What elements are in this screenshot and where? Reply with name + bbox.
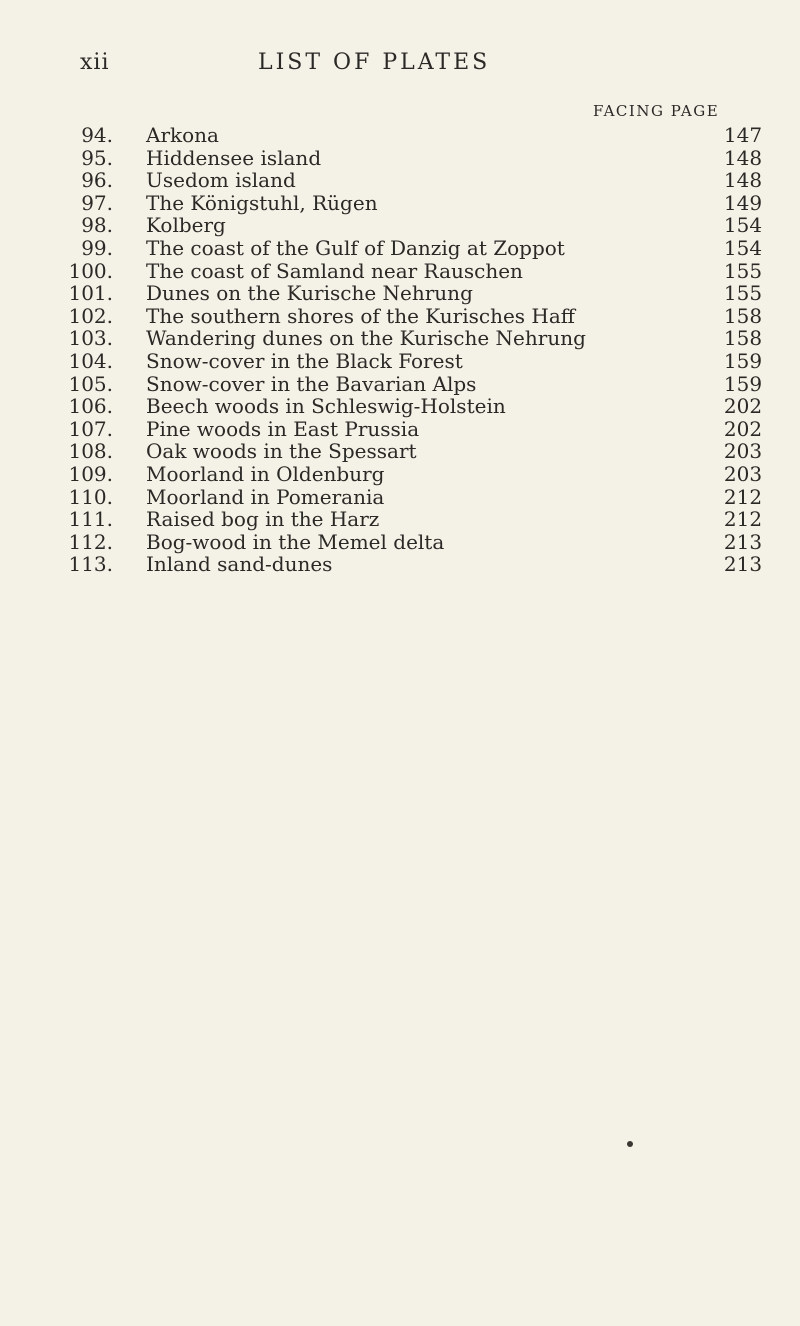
plate-title: Inland sand-dunes (146, 552, 333, 577)
plate-entry (0, 327, 800, 350)
facing-page-number: 148 (723, 145, 763, 170)
plate-entry (0, 305, 800, 328)
facing-page-number: 159 (723, 371, 763, 396)
plate-entry (0, 147, 800, 170)
facing-page-number: 212 (723, 507, 763, 532)
plate-number: 109. (68, 461, 113, 486)
plate-number: 94. (81, 123, 113, 147)
plate-entry (0, 282, 800, 305)
facing-page-number: 202 (723, 394, 763, 419)
facing-page-number: 155 (723, 281, 763, 306)
plate-number: 99. (81, 235, 113, 260)
print-speck (627, 1141, 633, 1147)
plate-number: 101. (68, 281, 113, 306)
plate-entry (0, 486, 800, 509)
plate-title: Moorland in Pomerania (146, 484, 385, 509)
facing-page-number: 148 (723, 168, 763, 193)
plate-number: 100. (68, 258, 113, 283)
plate-number: 97. (81, 190, 113, 215)
plate-entry (0, 553, 800, 576)
plate-title: The southern shores of the Kurisches Haff (146, 303, 575, 328)
roman-page-number: xii (80, 50, 110, 75)
plate-number: 104. (68, 348, 113, 373)
plate-entry (0, 531, 800, 554)
facing-page-number: 213 (723, 529, 763, 554)
plate-title: Snow-cover in the Black Forest (146, 348, 463, 373)
plate-title: Dunes on the Kurische Nehrung (146, 281, 473, 306)
facing-page-number: 202 (723, 416, 763, 441)
plate-number: 103. (68, 326, 113, 351)
plate-list (0, 124, 800, 576)
plate-entry (0, 373, 800, 396)
plate-title: Usedom island (146, 168, 296, 193)
plate-title: Bog-wood in the Memel delta (146, 529, 445, 554)
facing-page-number: 203 (723, 461, 763, 486)
facing-page-number: 147 (723, 123, 763, 147)
plate-number: 98. (81, 213, 113, 238)
facing-page-number: 158 (723, 303, 763, 328)
plate-number: 95. (81, 145, 113, 170)
plate-entry (0, 463, 800, 486)
running-header: LIST OF PLATES (258, 50, 491, 75)
plate-entry (0, 418, 800, 441)
facing-page-number: 212 (723, 484, 763, 509)
facing-page-number: 154 (723, 213, 763, 238)
plate-title: Wandering dunes on the Kurische Nehrung (146, 326, 586, 351)
plate-title: Snow-cover in the Bavarian Alps (146, 371, 477, 396)
facing-page-number: 213 (723, 552, 763, 577)
plate-entry (0, 124, 800, 147)
plate-title: Beech woods in Schleswig-Holstein (146, 394, 506, 419)
plate-entry (0, 192, 800, 215)
facing-page-number: 155 (723, 258, 763, 283)
plate-entry (0, 508, 800, 531)
plate-number: 111. (68, 507, 113, 532)
plate-title: Kolberg (146, 213, 226, 238)
plate-number: 96. (81, 168, 113, 193)
plate-title: Hiddensee island (146, 145, 322, 170)
facing-page-number: 159 (723, 348, 763, 373)
plate-entry (0, 169, 800, 192)
plate-entry (0, 260, 800, 283)
plate-title: The coast of Samland near Rauschen (146, 258, 523, 283)
plate-entry (0, 440, 800, 463)
plate-number: 105. (68, 371, 113, 396)
plate-entry (0, 395, 800, 418)
plate-number: 110. (68, 484, 113, 509)
facing-page-column-header: FACING PAGE (593, 102, 720, 120)
facing-page-number: 154 (723, 235, 763, 260)
plate-number: 106. (68, 394, 113, 419)
plate-title: Arkona (146, 123, 219, 147)
plate-number: 113. (68, 552, 113, 577)
plate-title: Moorland in Oldenburg (146, 461, 385, 486)
plate-title: Oak woods in the Spessart (146, 439, 417, 464)
plate-number: 112. (68, 529, 113, 554)
facing-page-number: 203 (723, 439, 763, 464)
plate-title: Pine woods in East Prussia (146, 416, 420, 441)
plate-title: The coast of the Gulf of Danzig at Zoppot (146, 235, 565, 260)
plate-entry (0, 237, 800, 260)
plate-number: 108. (68, 439, 113, 464)
facing-page-number: 149 (723, 190, 763, 215)
plate-entry (0, 350, 800, 373)
plate-entry (0, 214, 800, 237)
plate-number: 107. (68, 416, 113, 441)
plate-title: Raised bog in the Harz (146, 507, 380, 532)
facing-page-number: 158 (723, 326, 763, 351)
plate-title: The Königstuhl, Rügen (146, 190, 378, 215)
plate-number: 102. (68, 303, 113, 328)
